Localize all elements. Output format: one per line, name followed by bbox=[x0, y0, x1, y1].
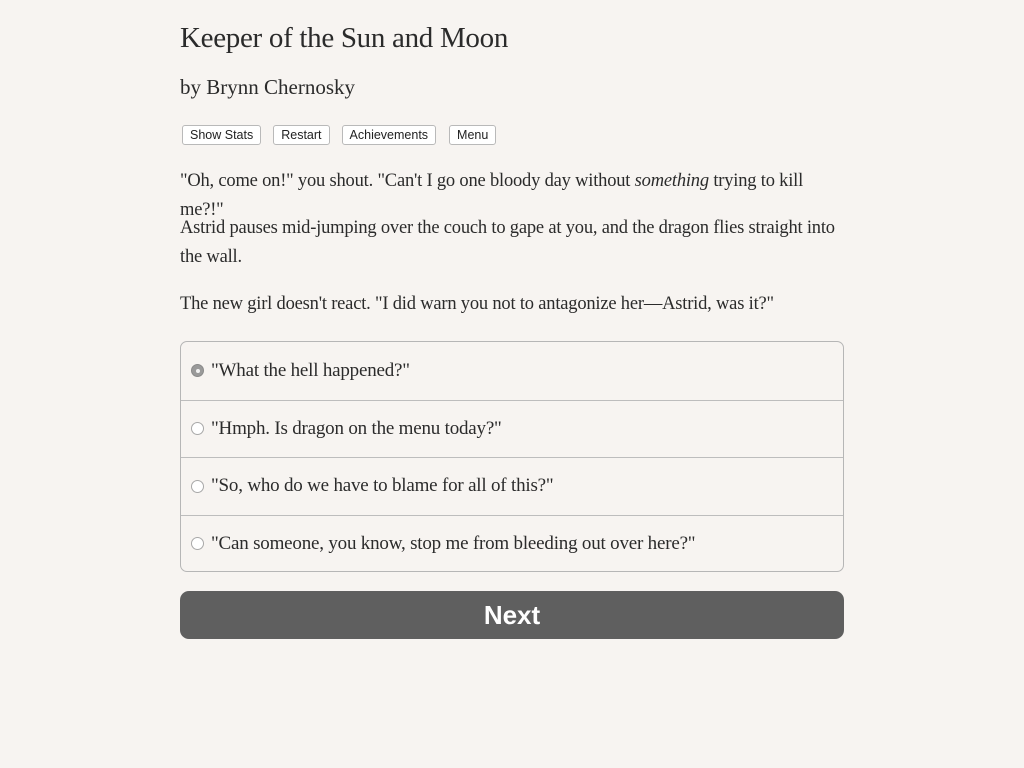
radio-button[interactable] bbox=[191, 480, 204, 493]
menu-button[interactable]: Menu bbox=[449, 125, 496, 145]
radio-button[interactable] bbox=[191, 422, 204, 435]
show-stats-button[interactable]: Show Stats bbox=[182, 125, 261, 145]
choice-label: "Hmph. Is dragon on the menu today?" bbox=[211, 417, 502, 439]
radio-button[interactable] bbox=[191, 537, 204, 550]
toolbar bbox=[182, 125, 496, 145]
game-title: Keeper of the Sun and Moon bbox=[180, 22, 509, 54]
achievements-button[interactable]: Achievements bbox=[342, 125, 437, 145]
restart-button[interactable]: Restart bbox=[273, 125, 329, 145]
story-paragraph-1-emphasis: something bbox=[634, 171, 709, 191]
choice-list bbox=[180, 341, 844, 572]
choice-label: "What the hell happened?" bbox=[211, 359, 410, 381]
choice-label: "So, who do we have to blame for all of this?" bbox=[211, 475, 554, 497]
next-button[interactable]: Next bbox=[180, 591, 844, 639]
story-paragraph-3: The new girl doesn't react. "I did warn you not to antagonize her—Astrid, was it?" bbox=[180, 294, 774, 314]
radio-button-selected[interactable] bbox=[191, 364, 204, 377]
story-paragraph-1-end: trying to kill me?!" bbox=[180, 171, 804, 220]
story-paragraph-1-start: "Oh, come on!" you shout. "Can't I go one bloody day without bbox=[180, 171, 635, 191]
choice-option-3[interactable] bbox=[181, 457, 843, 515]
choice-label: "Can someone, you know, stop me from bleeding out over here?" bbox=[211, 532, 696, 554]
choice-option-4[interactable] bbox=[181, 515, 843, 573]
story-paragraph-2: Astrid pauses mid-jumping over the couch to gape at you, and the dragon flies straight into the wall. bbox=[180, 218, 835, 267]
choice-option-1[interactable] bbox=[181, 342, 843, 400]
choice-option-2[interactable] bbox=[181, 400, 843, 458]
game-author: by Brynn Chernosky bbox=[180, 75, 355, 99]
